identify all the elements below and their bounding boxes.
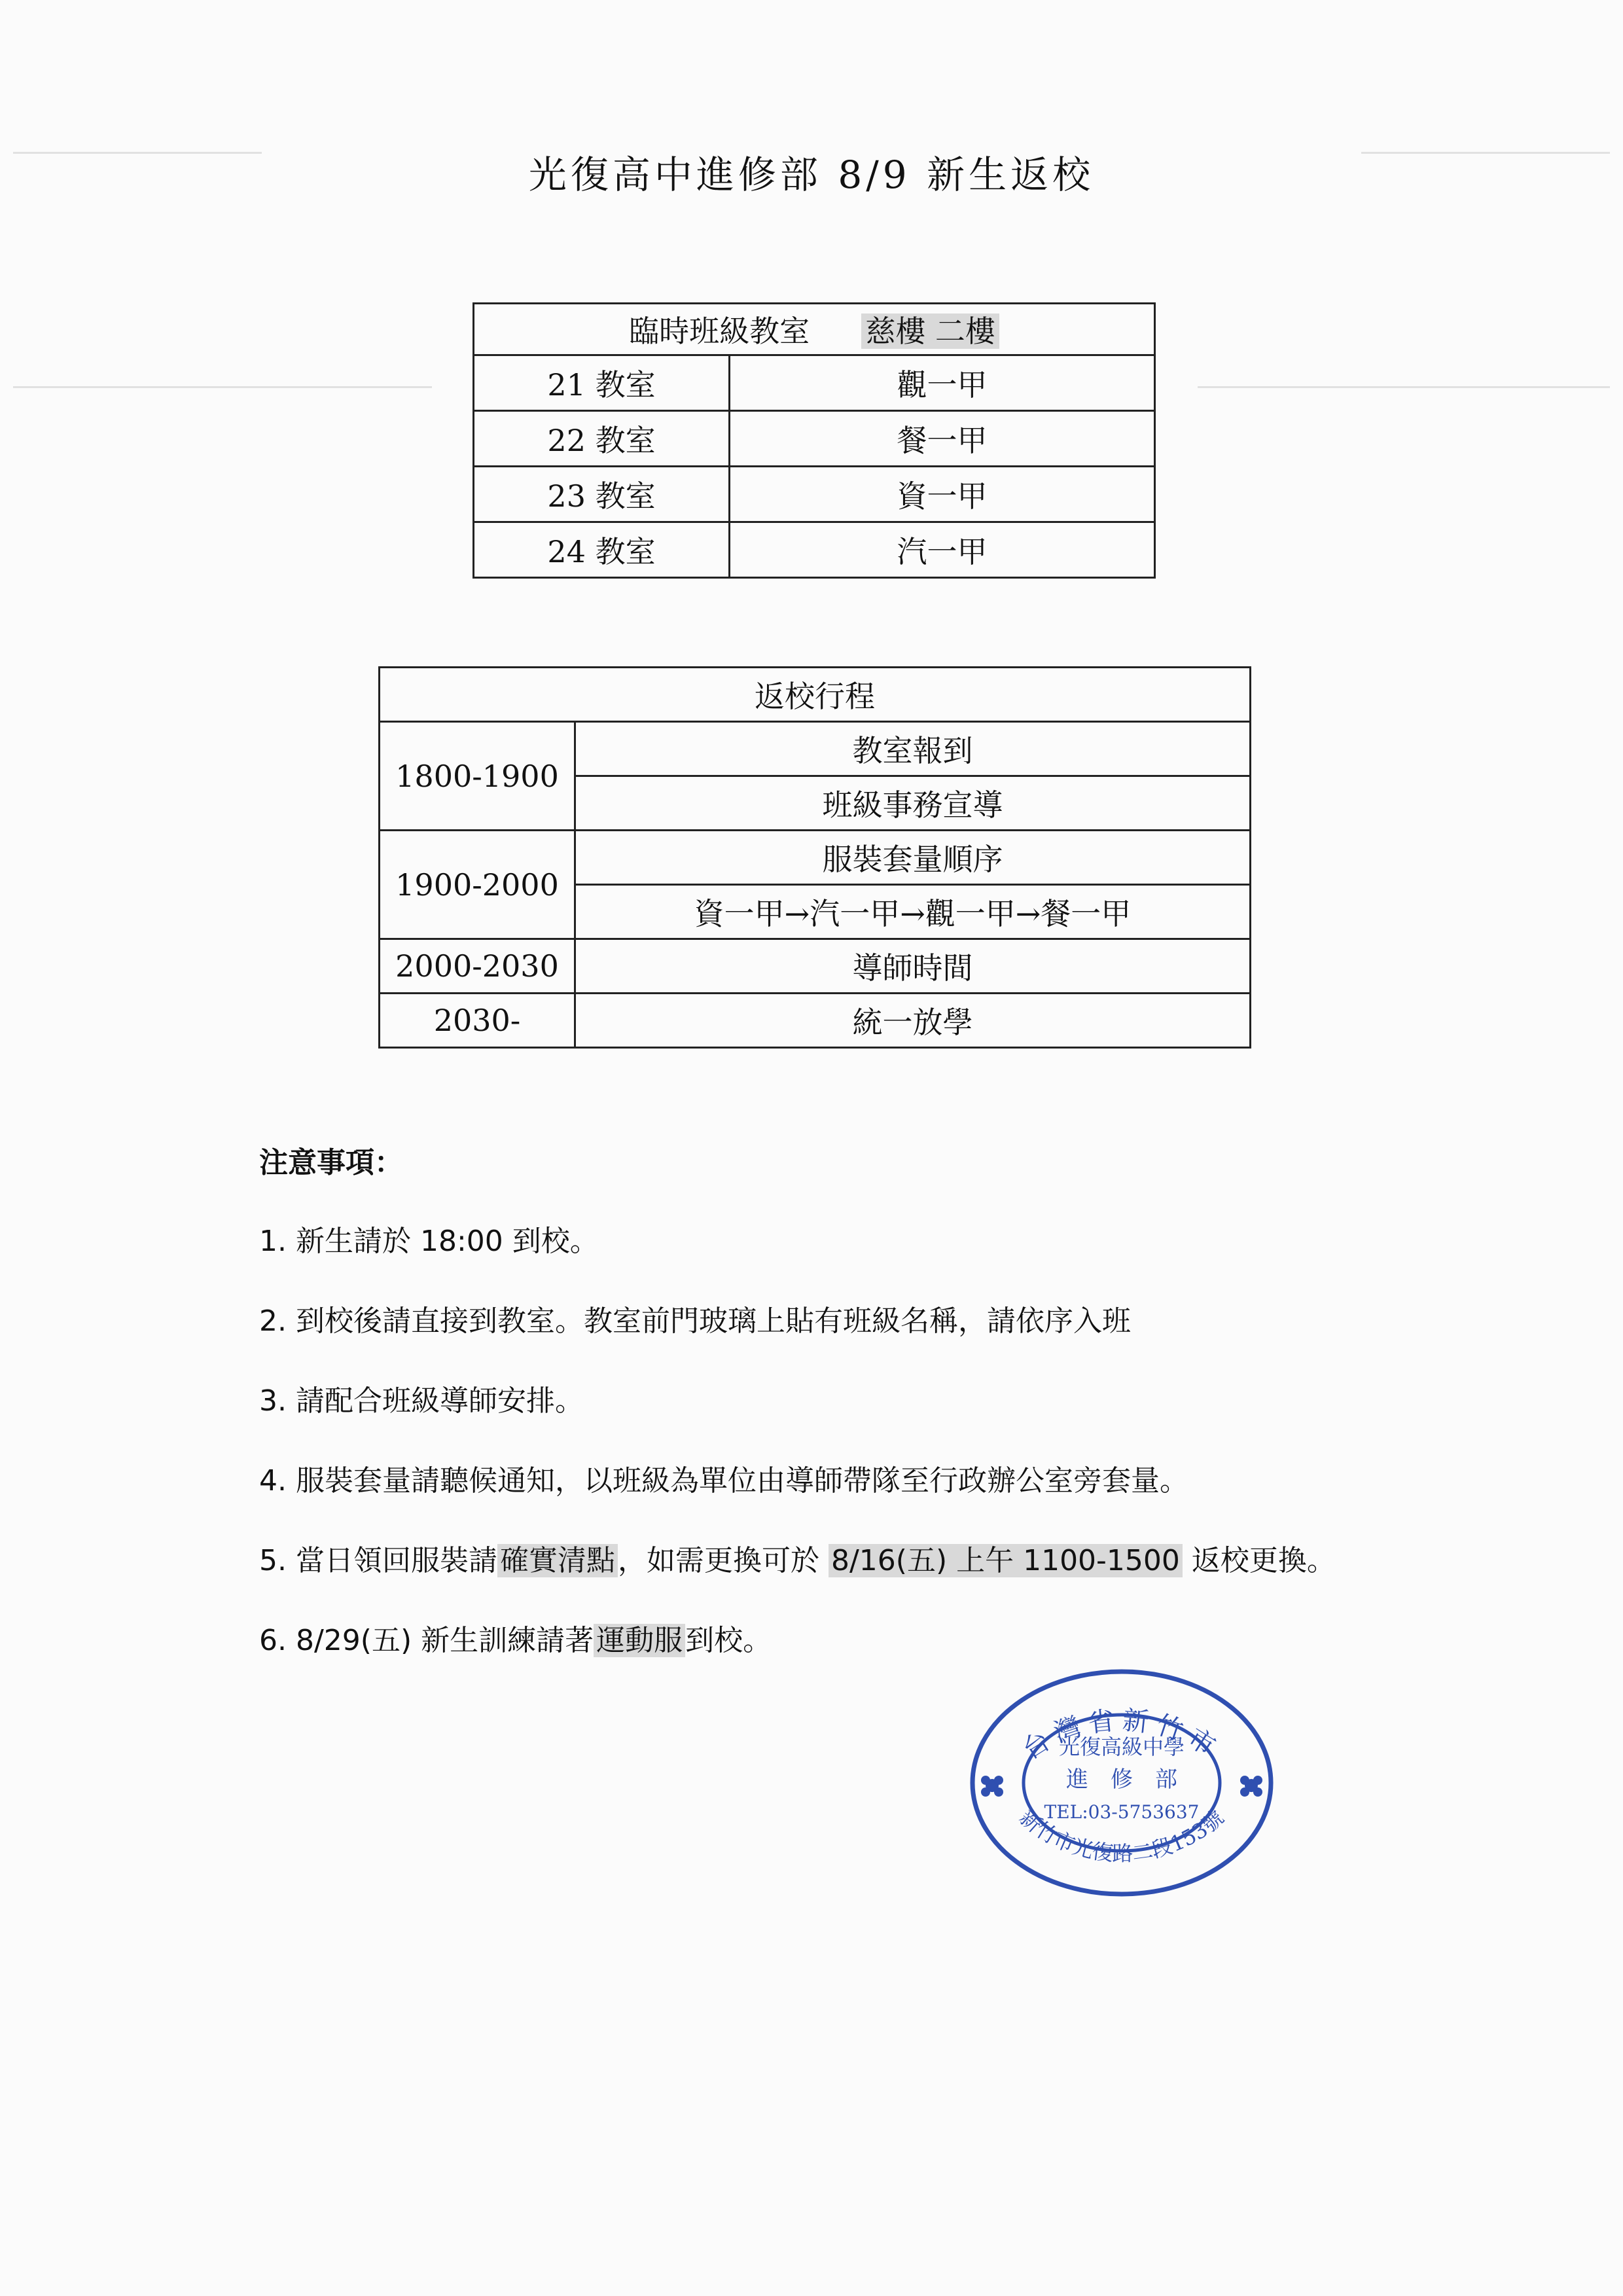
classroom-table-header [474,304,1155,355]
note-item: 2. 到校後請直接到教室。教室前門玻璃上貼有班級名稱，請依序入班 [259,1304,1131,1338]
activity-cell: 資一甲→汽一甲→觀一甲→餐一甲 [575,885,1251,939]
note-item [259,1537,1503,1579]
table-row [380,939,1251,994]
table-row [380,722,1251,776]
stamp-flower-icon [981,1776,1003,1797]
note-text: 返校更換。 [1182,1544,1336,1577]
official-seal-stamp [967,1666,1276,1899]
notes-heading: 注意事項： [259,1146,403,1179]
time-cell: 1800-1900 [380,722,575,831]
note-item [259,1617,1503,1659]
table-row [474,522,1155,578]
class-cell: 汽一甲 [730,522,1155,578]
note-text: ，如需更換可於 [617,1544,829,1577]
activity-cell: 導師時間 [575,939,1251,994]
room-cell: 22 教室 [474,411,730,467]
note-highlight: 確實清點 [497,1544,618,1577]
class-cell: 資一甲 [730,467,1155,522]
note-text: 到校。 [685,1624,772,1657]
class-cell: 餐一甲 [730,411,1155,467]
stamp-top-text: 台灣省新竹市 [1017,1705,1226,1766]
room-cell: 24 教室 [474,522,730,578]
activity-cell: 班級事務宣導 [575,776,1251,831]
note-text: 5. 當日領回服裝請 [259,1544,497,1577]
note-highlight: 8/16(五) 上午 1100-1500 [829,1544,1183,1577]
stamp-flower-icon [1240,1776,1262,1797]
table-row [474,467,1155,522]
class-cell: 觀一甲 [730,355,1155,411]
classroom-table [473,302,1156,579]
time-cell: 2000-2030 [380,939,575,994]
room-cell: 21 教室 [474,355,730,411]
scan-artifact [13,386,432,388]
time-cell: 2030- [380,994,575,1048]
stamp-phone: TEL:03-5753637 [1044,1801,1200,1823]
table-row [474,355,1155,411]
notes-section [259,1139,1503,1696]
activity-cell: 教室報到 [575,722,1251,776]
note-item: 4. 服裝套量請聽候通知，以班級為單位由導師帶隊至行政辦公室旁套量。 [259,1464,1188,1498]
stamp-division: 進 修 部 [1066,1767,1177,1793]
scan-artifact [1198,386,1610,388]
note-highlight: 運動服 [594,1624,685,1657]
classroom-location: 慈樓 二樓 [861,314,999,349]
note-text: 6. 8/29(五) 新生訓練請著 [259,1624,594,1657]
time-cell: 1900-2000 [380,831,575,939]
page-title: 光復高中進修部 8/9 新生返校 [528,152,1095,197]
activity-cell: 統一放學 [575,994,1251,1048]
note-item: 1. 新生請於 18:00 到校。 [259,1225,599,1258]
activity-cell: 服裝套量順序 [575,831,1251,885]
stamp-bottom-text: 新竹市光復路二段153號 [1014,1804,1229,1867]
table-row [380,994,1251,1048]
room-cell: 23 教室 [474,467,730,522]
schedule-table [378,666,1251,1049]
classroom-table-header-prefix: 臨時班級教室 [629,314,810,349]
table-row [474,411,1155,467]
schedule-table-header: 返校行程 [380,668,1251,722]
table-row [380,831,1251,885]
stamp-school-name: 光復高級中學 [1058,1734,1185,1759]
note-item: 3. 請配合班級導師安排。 [259,1384,584,1418]
